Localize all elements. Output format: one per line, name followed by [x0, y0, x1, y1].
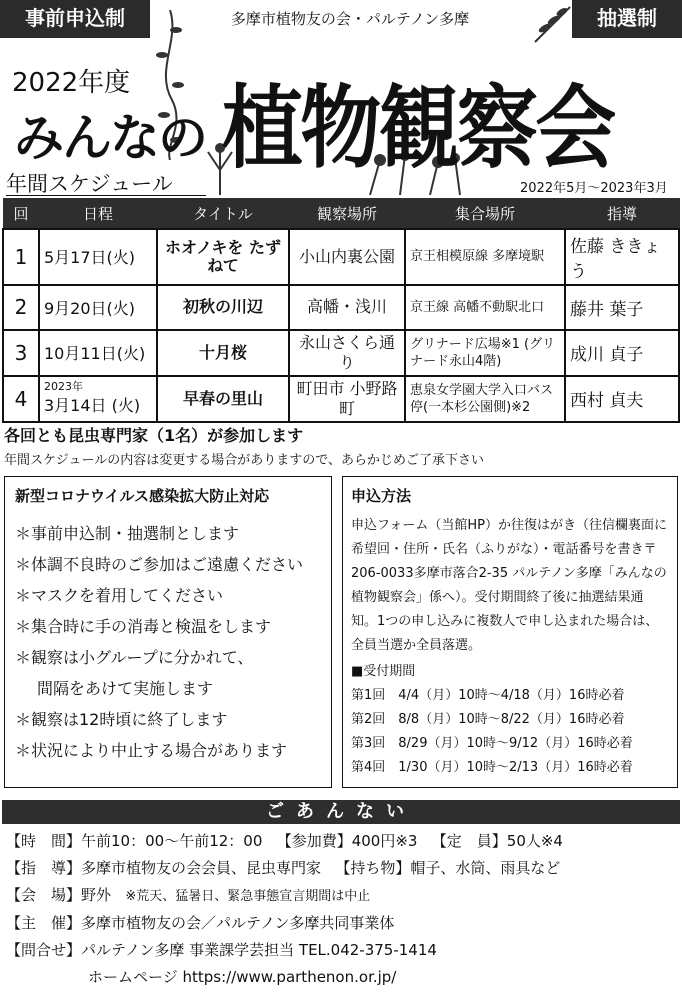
- schedule-table: [2, 198, 680, 423]
- guide-value: 午前10：00〜午前12：00: [81, 832, 263, 850]
- schedule-period: 2022年5月〜2023年3月: [520, 181, 668, 196]
- guide-row-contact: [6, 937, 678, 964]
- reception-period-row: 第2回 8/8（月）10時〜8/22（月）16時必着: [351, 712, 625, 727]
- session-title: 十月桜: [157, 330, 289, 376]
- reception-period-row: 第4回 1/30（月）10時〜2/13（月）16時必着: [351, 760, 633, 775]
- title-prefix: みんなの: [14, 109, 206, 167]
- guide-note: ※荒天、猛暑日、緊急事態宣言期間は中止: [125, 889, 371, 904]
- col-header-meeting: 集合場所: [405, 199, 565, 229]
- reception-period-row: 第3回 8/29（月）10時〜9/12（月）16時必着: [351, 736, 633, 751]
- schedule-change-note: 年間スケジュールの内容は変更する場合がありますので、あらかじめご了承下さい: [4, 453, 484, 468]
- observation-place: 高幡・浅川: [289, 285, 405, 330]
- guide-row-website: [6, 964, 678, 991]
- leader-name: 成川 貞子: [565, 330, 679, 376]
- list-item-continuation: [15, 673, 321, 704]
- guide-value: 50人※4: [506, 832, 563, 850]
- list-item: ＊観察は12時頃に終了します: [15, 710, 228, 729]
- insect-expert-note: 各回とも昆虫専門家（1名）が参加します: [4, 426, 304, 445]
- session-number: 4: [3, 376, 39, 422]
- list-item-indent-text: 間隔をあけて実施します: [37, 679, 214, 698]
- reception-period-row: 第1回 4/4（月）10時〜4/18（月）16時必着: [351, 688, 625, 703]
- meeting-place: 京王相模原線 多摩境駅: [405, 229, 565, 285]
- col-header-date: 日程: [39, 199, 157, 229]
- list-item: ＊体調不良時のご参加はご遠慮ください: [15, 555, 304, 574]
- covid-list: [15, 518, 321, 766]
- covid-heading: 新型コロナウイルス感染拡大防止対応: [15, 487, 270, 505]
- table-row: [3, 376, 679, 422]
- session-date: 3月14日 (火): [44, 396, 141, 415]
- main-title: 植物観察会: [222, 76, 614, 181]
- session-date-cell: [39, 376, 157, 422]
- session-title: 早春の里山: [157, 376, 289, 422]
- schedule-label: 年間スケジュール: [6, 172, 173, 196]
- session-number: 3: [3, 330, 39, 376]
- guide-value: パルテノン多摩 事業課学芸担当 TEL.042-375-1414: [81, 941, 437, 959]
- col-header-leader: 指導: [565, 199, 679, 229]
- session-year-note: 2023年: [44, 380, 83, 393]
- guide-key: 【会 場】: [6, 886, 82, 904]
- guide-value: 帽子、水筒、雨具など: [410, 859, 561, 877]
- website-url[interactable]: ホームページ https://www.parthenon.or.jp/: [88, 968, 397, 986]
- fiscal-year: 2022年度: [12, 68, 131, 98]
- leader-name: 西村 貞夫: [565, 376, 679, 422]
- guide-row-time: [6, 828, 678, 855]
- guide-value: 野外: [81, 886, 112, 904]
- guide-key: 【時 間】: [6, 832, 82, 850]
- guide-value: 400円※3: [351, 832, 418, 850]
- guide-value: 多摩市植物友の会会員、昆虫専門家: [81, 859, 322, 877]
- list-item: ＊マスクを着用してください: [15, 586, 224, 605]
- meeting-place: 恵泉女学園大学入口バス停(一本杉公園側)※2: [405, 376, 565, 422]
- guide-key: 【指 導】: [6, 859, 82, 877]
- session-date: 5月17日(火): [39, 229, 157, 285]
- col-header-no: 回: [3, 199, 39, 229]
- meeting-place: 京王線 高幡不動駅北口: [405, 285, 565, 330]
- schedule-header-row: [3, 199, 679, 229]
- col-header-place: 観察場所: [289, 199, 405, 229]
- guide-key: 【持ち物】: [335, 859, 411, 877]
- guide-value: 多摩市植物友の会／パルテノン多摩共同事業体: [81, 914, 395, 932]
- list-item: ＊状況により中止する場合があります: [15, 741, 288, 760]
- apply-body: 申込フォーム（当館HP）か往復はがき（往信欄裏面に希望回・住所・氏名（ふりがな）・電話番号を書き〒206-0033多摩市落合2-35 パルテノン多摩「みんなの植物観察会」係へ）。受付期間終了後に抽選結果通知。1つの申し込みに複数人で申し込まれた場合は、全員当選か全員落選。: [351, 518, 667, 653]
- fern-illustration: [530, 2, 575, 47]
- col-header-title: タイトル: [157, 199, 289, 229]
- session-date: 9月20日(火): [39, 285, 157, 330]
- pre-registration-badge: 事前申込制: [0, 0, 150, 38]
- meeting-place: グリナード広場※1 (グリナード永山4階): [405, 330, 565, 376]
- list-item: ＊事前申込制・抽選制とします: [15, 524, 240, 543]
- table-row: [3, 330, 679, 376]
- list-item: ＊集合時に手の消毒と検温をします: [15, 617, 272, 636]
- session-number: 1: [3, 229, 39, 285]
- lottery-badge: 抽選制: [572, 0, 682, 38]
- guide-row-venue: [6, 882, 678, 910]
- session-number: 2: [3, 285, 39, 330]
- table-row: [3, 229, 679, 285]
- observation-place: 町田市 小野路町: [289, 376, 405, 422]
- covid-measures-box: [4, 476, 332, 788]
- observation-place: 永山さくら通り: [289, 330, 405, 376]
- guide-key: 【定 員】: [431, 832, 507, 850]
- guide-key: 【主 催】: [6, 914, 82, 932]
- list-item: ＊観察は小グループに分かれて、: [15, 648, 254, 667]
- application-method-box: [342, 476, 678, 788]
- guide-key: 【参加費】: [276, 832, 352, 850]
- observation-place: 小山内裏公園: [289, 229, 405, 285]
- session-title: 初秋の川辺: [157, 285, 289, 330]
- apply-heading: 申込方法: [351, 487, 412, 505]
- guide-row-instructor: [6, 855, 678, 882]
- guide-row-organizer: [6, 910, 678, 937]
- session-date: 10月11日(火): [39, 330, 157, 376]
- organizers: 多摩市植物友の会・パルテノン多摩: [230, 10, 470, 28]
- table-row: [3, 285, 679, 330]
- schedule-label-rule: [6, 195, 206, 196]
- guide-banner: ごあんない: [2, 800, 680, 824]
- leader-name: 佐藤 ききょう: [565, 229, 679, 285]
- session-title: ホオノキを たずねて: [157, 229, 289, 285]
- reception-period-heading: ■受付期間: [351, 664, 416, 679]
- leader-name: 藤井 葉子: [565, 285, 679, 330]
- guide-section: [6, 828, 678, 991]
- guide-key: 【問合せ】: [6, 941, 82, 959]
